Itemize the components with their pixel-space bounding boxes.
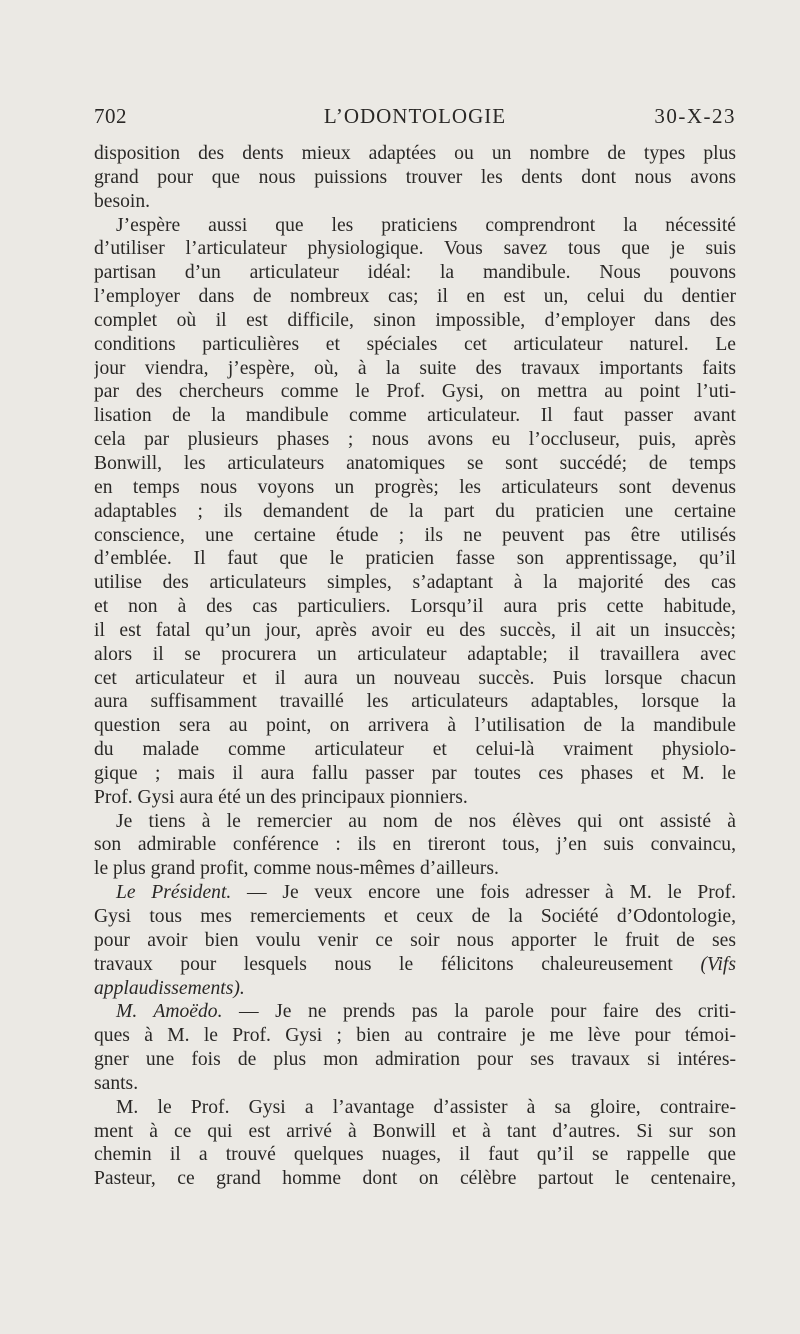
stage-note: (Vifs [700,953,736,975]
text-line: chemin il a trouvé quelques nuages, il faut qu’il se rappelle que [94,1144,736,1166]
text-line: Je tiens à le remercier au nom de nos élèves qui ont assisté à [116,810,736,832]
text-line-applause [94,953,736,977]
text-line: cet articulateur et il aura un nouveau succès. Puis lorsque chacun [94,667,736,689]
text-line: Bonwill, les articulateurs anatomiques se sont succédé; de temps [94,452,736,474]
speaker-name: M. Amoëdo. [116,1001,223,1023]
text-line: son admirable conférence : ils en tireront tous, j’en suis convaincu, [94,834,736,856]
text-line: par des chercheurs comme le Prof. Gysi, on mettra au point l’uti- [94,381,736,403]
text-line: besoin. [94,190,151,212]
speech-text: travaux pour lesquels nous le félicitons chaleureusement [94,953,673,975]
text-line: complet où il est difficile, sinon impossible, d’employer dans des [94,309,736,331]
text-line: d’emblée. Il faut que le praticien fasse son apprentissage, qu’il [94,548,736,570]
text-line: Gysi tous mes remerciements et ceux de la Société d’Odontologie, [94,906,736,927]
text-line: ment à ce qui est arrivé à Bonwill et à tant d’autres. Si sur son [94,1120,736,1142]
text-line: conditions particulières et spéciales cet articulateur naturel. Le [94,333,736,355]
journal-title: L’ODONTOLOGIE [323,104,507,128]
speech-start: — Je ne prends pas la parole pour faire des criti- [239,1001,736,1023]
text-line-amoedo [94,1000,736,1024]
text-line: utilise des articulateurs simples, s’adaptant à la majorité des cas [94,572,736,594]
text-line: disposition des dents mieux adaptées ou un nombre de types plus [94,143,736,164]
running-head [94,104,736,132]
text-line: question sera au point, on arrivera à l’utilisation de la mandibule [94,715,736,737]
speaker-name: Le Président. [116,882,232,904]
body-text [94,142,736,1191]
page-number: 702 [94,104,127,128]
text-line: gique ; mais il aura fallu passer par toutes ces phases et M. le [94,762,736,784]
text-line: et non à des cas particuliers. Lorsqu’il aura pris cette habitude, [94,596,736,618]
text-line: Prof. Gysi aura été un des principaux pionniers. [94,786,468,808]
text-line: grand pour que nous puissions trouver les dents dont nous avons [94,166,736,188]
speech-start: — Je veux encore une fois adresser à M. le Prof. [247,882,736,904]
text-line: d’utiliser l’articulateur physiologique. Vous savez tous que je suis [94,238,736,260]
text-line: pour avoir bien voulu venir ce soir nous apporter le fruit de ses [94,929,736,951]
text-line: il est fatal qu’un jour, après avoir eu des succès, il ait un insuccès; [94,619,736,641]
text-line [94,977,736,1001]
text-line: le plus grand profit, comme nous-mêmes d’ailleurs. [94,858,499,880]
text-line: M. le Prof. Gysi a l’avantage d’assister à sa gloire, contraire- [116,1096,736,1118]
stage-note: applaudissements). [94,977,245,999]
text-line: J’espère aussi que les praticiens comprendront la nécessité [116,214,736,236]
text-line: du malade comme articulateur et celui-là vraiment physiolo- [94,739,736,761]
text-line: conscience, une certaine étude ; ils ne peuvent pas être utilisés [94,524,736,546]
text-line: adaptables ; ils demandent de la part du praticien une certaine [94,500,736,522]
text-line: aura suffisamment travaillé les articulateurs adaptables, lorsque la [94,691,736,713]
text-line: alors il se procurera un articulateur adaptable; il travaillera avec [94,643,736,665]
text-line: partisan d’un articulateur idéal: la mandibule. Nous pouvons [94,262,736,284]
text-line: ques à M. le Prof. Gysi ; bien au contraire je me lève pour témoi- [94,1025,736,1047]
text-line: l’employer dans de nombreux cas; il en est un, celui du dentier [94,286,736,308]
issue-date: 30-X-23 [654,104,736,128]
text-line: lisation de la mandibule comme articulateur. Il faut passer avant [94,405,736,427]
text-line: Pasteur, ce grand homme dont on célèbre partout le centenaire, [94,1168,736,1190]
text-line: cela par plusieurs phases ; nous avons eu l’occluseur, puis, après [94,429,736,451]
text-line: sants. [94,1072,139,1094]
text-line-president [94,881,736,905]
text-line: jour viendra, j’espère, où, à la suite des travaux importants faits [94,357,736,379]
text-line: en temps nous voyons un progrès; les articulateurs sont devenus [94,476,736,498]
text-line: gner une fois de plus mon admiration pour ses travaux si intéres- [94,1049,736,1071]
